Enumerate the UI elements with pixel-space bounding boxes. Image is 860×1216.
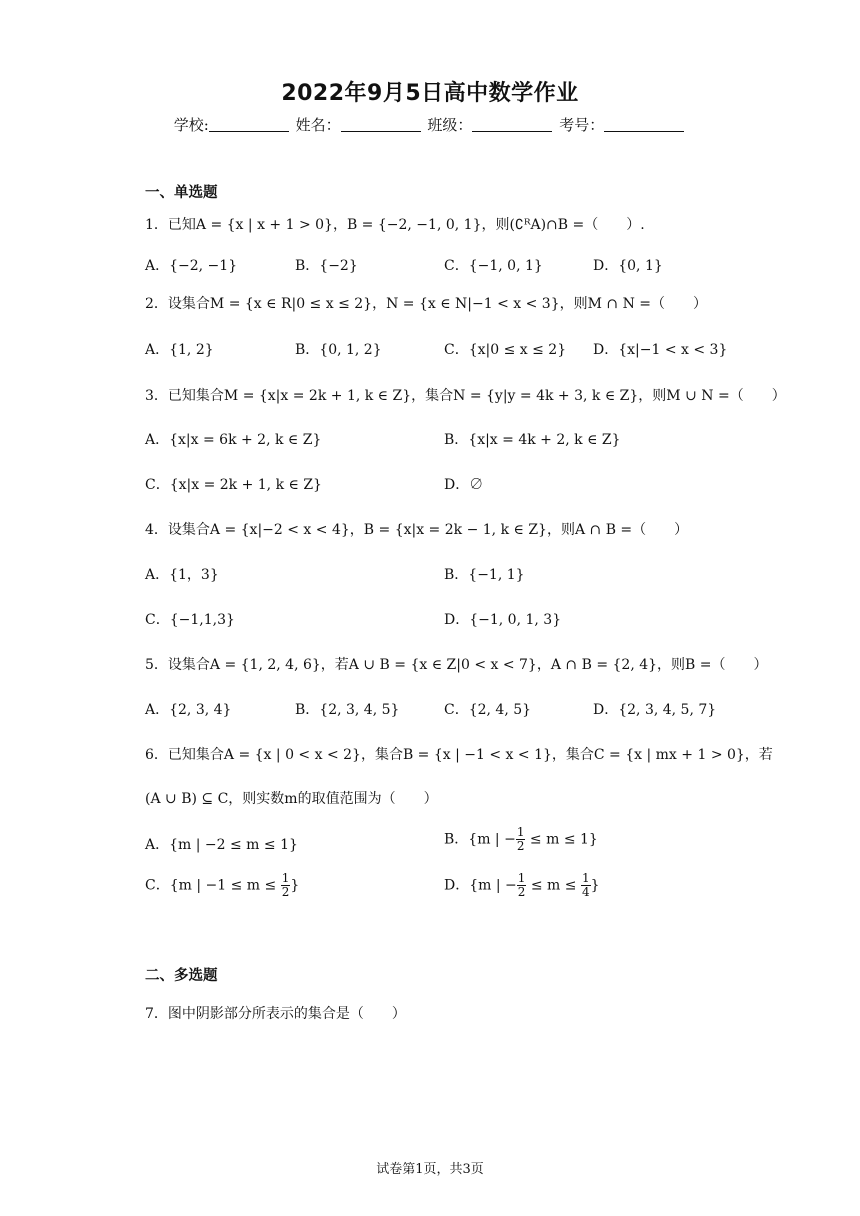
question-1: 1．已知A = {x | x + 1 > 0}，B = {−2, −1, 0, 1}，则(∁ᴿA)∩B =（ ）.	[145, 217, 645, 233]
q3-option-c[interactable]: C．{x|x = 2k + 1, k ∈ Z}	[145, 477, 322, 493]
q5-option-d[interactable]: D．{2, 3, 4, 5, 7}	[593, 702, 717, 718]
numerator: 1	[281, 871, 290, 885]
q5-option-c[interactable]: C．{2, 4, 5}	[444, 702, 532, 718]
denominator: 2	[517, 885, 526, 899]
q6-option-c[interactable]	[145, 872, 299, 899]
question-3: 3．已知集合M = {x|x = 2k + 1, k ∈ Z}，集合N = {y|y = 4k + 3, k ∈ Z}，则M ∪ N =（ ）	[145, 388, 786, 404]
q6-option-b-prefix: B．{m | −	[444, 831, 516, 848]
q3-option-a[interactable]: A．{x|x = 6k + 2, k ∈ Z}	[145, 432, 322, 448]
page-footer: 试卷第1页，共3页	[376, 1162, 484, 1177]
name-label: 姓名：	[295, 116, 341, 134]
school-blank[interactable]	[209, 117, 289, 132]
q6-option-b-suffix: ≤ m ≤ 1}	[525, 831, 598, 848]
q6-option-c-suffix: }	[290, 877, 300, 894]
q4-option-a[interactable]: A．{1，3}	[145, 567, 219, 583]
question-7: 7．图中阴影部分所表示的集合是（ ）	[145, 1006, 406, 1022]
class-blank[interactable]	[472, 117, 552, 132]
q3-option-d[interactable]: D．∅	[444, 477, 484, 493]
fraction-one-half	[281, 872, 291, 899]
question-6-line-2: (A ∪ B) ⊆ C，则实数m的取值范围为（ ）	[145, 791, 438, 807]
fraction-one-quarter	[581, 872, 591, 899]
question-6-line-1: 6．已知集合A = {x | 0 < x < 2}，集合B = {x | −1 < x < 1}，集合C = {x | mx + 1 > 0}，若	[145, 747, 773, 763]
q6-option-d-prefix: D．{m | −	[444, 877, 517, 894]
q1-option-b[interactable]: B．{−2}	[295, 258, 358, 274]
q6-option-d-middle: ≤ m ≤	[526, 877, 581, 894]
q5-option-b[interactable]: B．{2, 3, 4, 5}	[295, 702, 400, 718]
q6-option-b[interactable]	[444, 826, 598, 853]
numerator: 1	[516, 825, 525, 839]
q2-option-c[interactable]: C．{x|0 ≤ x ≤ 2}	[444, 342, 567, 358]
q2-option-a[interactable]: A．{1, 2}	[145, 342, 214, 358]
section-heading-single-choice: 一、单选题	[145, 185, 218, 201]
denominator: 2	[281, 885, 290, 899]
q2-option-b[interactable]: B．{0, 1, 2}	[295, 342, 382, 358]
q4-option-c[interactable]: C．{−1,1,3}	[145, 612, 235, 628]
q5-option-a[interactable]: A．{2, 3, 4}	[145, 702, 232, 718]
denominator: 2	[516, 839, 525, 853]
fraction-one-half	[517, 872, 527, 899]
question-5: 5．设集合A = {1, 2, 4, 6}，若A ∪ B = {x ∈ Z|0 < x < 7}，A ∩ B = {2, 4}，则B =（ ）	[145, 657, 768, 673]
denominator: 4	[581, 885, 590, 899]
q4-option-b[interactable]: B．{−1, 1}	[444, 567, 525, 583]
q3-option-b[interactable]: B．{x|x = 4k + 2, k ∈ Z}	[444, 432, 621, 448]
number-blank[interactable]	[604, 117, 684, 132]
name-blank[interactable]	[341, 117, 421, 132]
q4-option-d[interactable]: D．{−1, 0, 1, 3}	[444, 612, 562, 628]
school-label: 学校:	[173, 116, 209, 134]
class-label: 班级：	[427, 116, 473, 134]
question-2: 2．设集合M = {x ∈ R|0 ≤ x ≤ 2}，N = {x ∈ N|−1 < x < 3}，则M ∩ N =（ ）	[145, 296, 707, 312]
page-title: 2022年9月5日高中数学作业	[281, 81, 579, 106]
question-4: 4．设集合A = {x|−2 < x < 4}，B = {x|x = 2k − 1, k ∈ Z}，则A ∩ B =（ ）	[145, 522, 689, 538]
q6-option-d-suffix: }	[590, 877, 600, 894]
student-info-line	[0, 114, 860, 135]
q1-option-c[interactable]: C．{−1, 0, 1}	[444, 258, 543, 274]
q6-option-d[interactable]	[444, 872, 600, 899]
q6-option-c-prefix: C．{m | −1 ≤ m ≤	[145, 877, 281, 894]
q2-option-d[interactable]: D．{x|−1 < x < 3}	[593, 342, 728, 358]
q1-option-d[interactable]: D．{0, 1}	[593, 258, 663, 274]
q1-option-a[interactable]: A．{−2, −1}	[145, 258, 238, 274]
section-heading-multiple-choice: 二、多选题	[145, 968, 218, 984]
number-label: 考号：	[559, 116, 605, 134]
numerator: 1	[581, 871, 590, 885]
numerator: 1	[517, 871, 526, 885]
q6-option-a[interactable]: A．{m | −2 ≤ m ≤ 1}	[145, 837, 298, 853]
